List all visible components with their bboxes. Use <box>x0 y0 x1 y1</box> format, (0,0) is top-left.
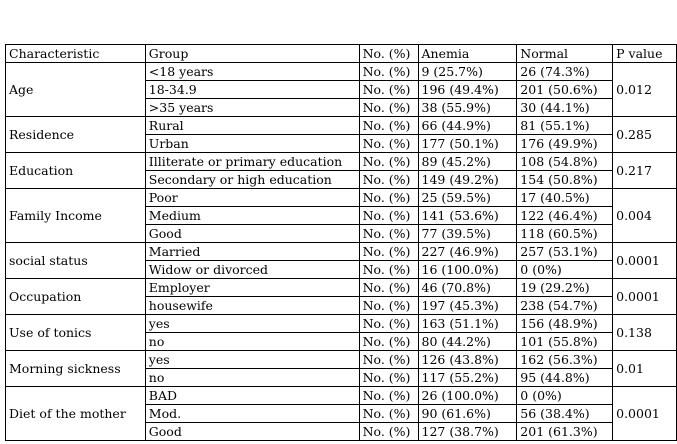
anemia-cell: 25 (59.5%) <box>418 189 517 207</box>
no-percent-cell: No. (%) <box>359 387 418 405</box>
anemia-cell: 196 (49.4%) <box>418 81 517 99</box>
p-value-cell: 0.004 <box>613 189 677 243</box>
characteristic-cell: Education <box>6 153 146 189</box>
characteristic-cell: Morning sickness <box>6 351 146 387</box>
group-cell: Employer <box>145 279 359 297</box>
normal-cell: 108 (54.8%) <box>517 153 613 171</box>
anemia-characteristics-table <box>5 44 677 441</box>
anemia-cell: 177 (50.1%) <box>418 135 517 153</box>
no-percent-cell: No. (%) <box>359 207 418 225</box>
group-cell: housewife <box>145 297 359 315</box>
anemia-cell: 16 (100.0%) <box>418 261 517 279</box>
normal-cell: 118 (60.5%) <box>517 225 613 243</box>
anemia-cell: 38 (55.9%) <box>418 99 517 117</box>
anemia-cell: 163 (51.1%) <box>418 315 517 333</box>
header-no: No. (%) <box>359 45 418 63</box>
group-cell: Married <box>145 243 359 261</box>
characteristic-cell: Family Income <box>6 189 146 243</box>
normal-cell: 95 (44.8%) <box>517 369 613 387</box>
normal-cell: 162 (56.3%) <box>517 351 613 369</box>
p-value-cell: 0.217 <box>613 153 677 189</box>
normal-cell: 17 (40.5%) <box>517 189 613 207</box>
table-row <box>6 351 677 369</box>
table-row <box>6 63 677 81</box>
characteristic-cell: Diet of the mother <box>6 387 146 441</box>
p-value-cell: 0.012 <box>613 63 677 117</box>
group-cell: Illiterate or primary education <box>145 153 359 171</box>
no-percent-cell: No. (%) <box>359 423 418 441</box>
normal-cell: 101 (55.8%) <box>517 333 613 351</box>
group-cell: BAD <box>145 387 359 405</box>
group-cell: Poor <box>145 189 359 207</box>
normal-cell: 201 (61.3%) <box>517 423 613 441</box>
normal-cell: 30 (44.1%) <box>517 99 613 117</box>
anemia-cell: 46 (70.8%) <box>418 279 517 297</box>
table-row <box>6 387 677 405</box>
anemia-cell: 141 (53.6%) <box>418 207 517 225</box>
group-cell: Urban <box>145 135 359 153</box>
anemia-cell: 77 (39.5%) <box>418 225 517 243</box>
group-cell: Widow or divorced <box>145 261 359 279</box>
table-body <box>6 45 677 441</box>
header-row <box>6 45 677 63</box>
table-row <box>6 189 677 207</box>
no-percent-cell: No. (%) <box>359 81 418 99</box>
table-row <box>6 117 677 135</box>
group-cell: Medium <box>145 207 359 225</box>
characteristic-cell: Use of tonics <box>6 315 146 351</box>
p-value-cell: 0.0001 <box>613 243 677 279</box>
normal-cell: 81 (55.1%) <box>517 117 613 135</box>
anemia-cell: 66 (44.9%) <box>418 117 517 135</box>
group-cell: 18-34.9 <box>145 81 359 99</box>
group-cell: Good <box>145 225 359 243</box>
table-row <box>6 153 677 171</box>
anemia-cell: 80 (44.2%) <box>418 333 517 351</box>
normal-cell: 201 (50.6%) <box>517 81 613 99</box>
no-percent-cell: No. (%) <box>359 117 418 135</box>
group-cell: yes <box>145 351 359 369</box>
anemia-cell: 89 (45.2%) <box>418 153 517 171</box>
normal-cell: 238 (54.7%) <box>517 297 613 315</box>
table-row <box>6 243 677 261</box>
p-value-cell: 0.138 <box>613 315 677 351</box>
group-cell: Good <box>145 423 359 441</box>
no-percent-cell: No. (%) <box>359 63 418 81</box>
table-row <box>6 279 677 297</box>
no-percent-cell: No. (%) <box>359 405 418 423</box>
header-p-value: P value <box>613 45 677 63</box>
characteristic-cell: Age <box>6 63 146 117</box>
normal-cell: 156 (48.9%) <box>517 315 613 333</box>
anemia-cell: 90 (61.6%) <box>418 405 517 423</box>
no-percent-cell: No. (%) <box>359 297 418 315</box>
group-cell: Rural <box>145 117 359 135</box>
p-value-cell: 0.0001 <box>613 279 677 315</box>
normal-cell: 257 (53.1%) <box>517 243 613 261</box>
p-value-cell: 0.285 <box>613 117 677 153</box>
no-percent-cell: No. (%) <box>359 243 418 261</box>
no-percent-cell: No. (%) <box>359 99 418 117</box>
anemia-cell: 127 (38.7%) <box>418 423 517 441</box>
no-percent-cell: No. (%) <box>359 135 418 153</box>
anemia-cell: 197 (45.3%) <box>418 297 517 315</box>
normal-cell: 122 (46.4%) <box>517 207 613 225</box>
header-normal: Normal <box>517 45 613 63</box>
no-percent-cell: No. (%) <box>359 171 418 189</box>
group-cell: <18 years <box>145 63 359 81</box>
no-percent-cell: No. (%) <box>359 189 418 207</box>
normal-cell: 154 (50.8%) <box>517 171 613 189</box>
no-percent-cell: No. (%) <box>359 369 418 387</box>
anemia-cell: 9 (25.7%) <box>418 63 517 81</box>
group-cell: no <box>145 333 359 351</box>
no-percent-cell: No. (%) <box>359 351 418 369</box>
no-percent-cell: No. (%) <box>359 279 418 297</box>
group-cell: no <box>145 369 359 387</box>
header-characteristic: Characteristic <box>6 45 146 63</box>
p-value-cell: 0.01 <box>613 351 677 387</box>
normal-cell: 0 (0%) <box>517 387 613 405</box>
anemia-cell: 149 (49.2%) <box>418 171 517 189</box>
normal-cell: 176 (49.9%) <box>517 135 613 153</box>
no-percent-cell: No. (%) <box>359 261 418 279</box>
table-container <box>5 44 677 441</box>
normal-cell: 19 (29.2%) <box>517 279 613 297</box>
characteristic-cell: Occupation <box>6 279 146 315</box>
no-percent-cell: No. (%) <box>359 315 418 333</box>
anemia-cell: 126 (43.8%) <box>418 351 517 369</box>
no-percent-cell: No. (%) <box>359 153 418 171</box>
normal-cell: 0 (0%) <box>517 261 613 279</box>
group-cell: >35 years <box>145 99 359 117</box>
no-percent-cell: No. (%) <box>359 333 418 351</box>
characteristic-cell: social status <box>6 243 146 279</box>
group-cell: Mod. <box>145 405 359 423</box>
header-anemia: Anemia <box>418 45 517 63</box>
no-percent-cell: No. (%) <box>359 225 418 243</box>
group-cell: yes <box>145 315 359 333</box>
header-group: Group <box>145 45 359 63</box>
anemia-cell: 26 (100.0%) <box>418 387 517 405</box>
characteristic-cell: Residence <box>6 117 146 153</box>
normal-cell: 26 (74.3%) <box>517 63 613 81</box>
anemia-cell: 227 (46.9%) <box>418 243 517 261</box>
p-value-cell: 0.0001 <box>613 387 677 441</box>
normal-cell: 56 (38.4%) <box>517 405 613 423</box>
table-row <box>6 315 677 333</box>
anemia-cell: 117 (55.2%) <box>418 369 517 387</box>
group-cell: Secondary or high education <box>145 171 359 189</box>
